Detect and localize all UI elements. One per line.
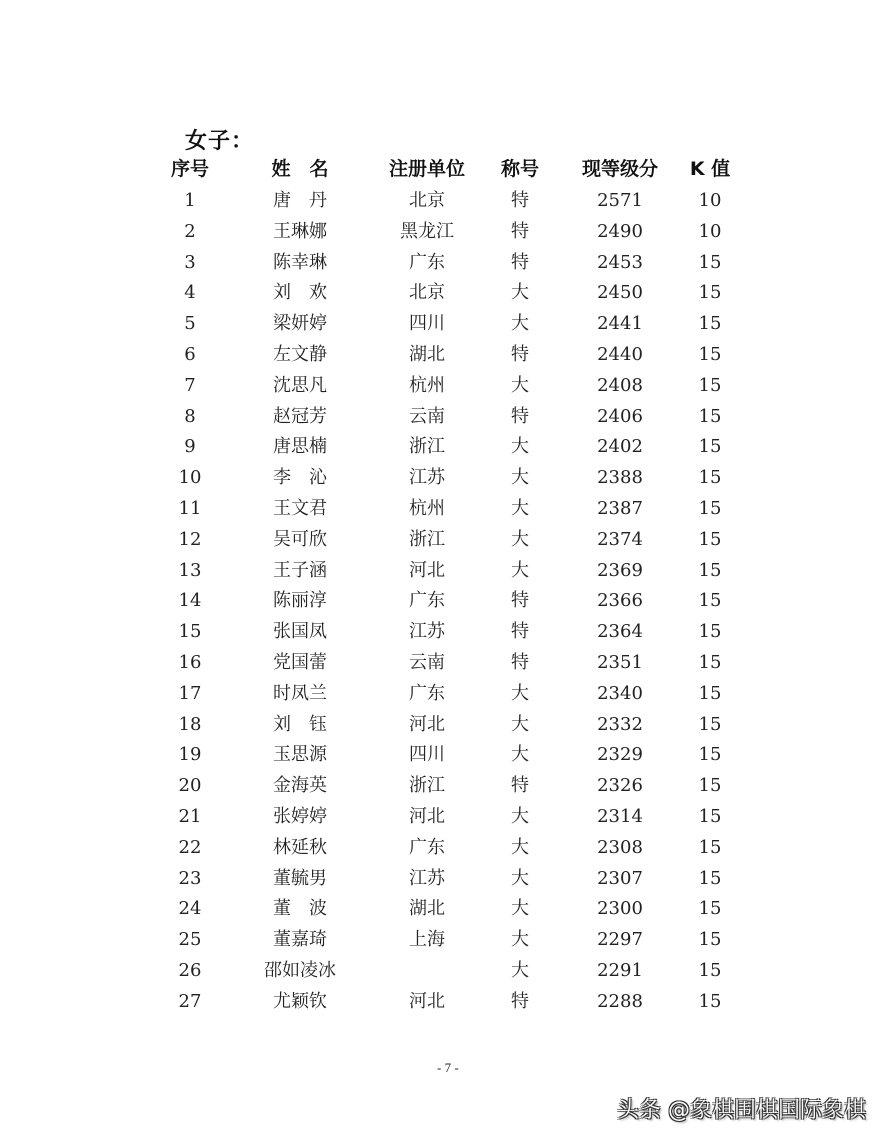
- cell-k: 15: [698, 713, 722, 735]
- cell-no: 27: [178, 990, 202, 1012]
- cell-name: 陈丽淳: [273, 590, 327, 612]
- cell-name: 党国蕾: [273, 651, 327, 673]
- cell-rating: 2332: [597, 713, 643, 735]
- cell-rating: 2387: [597, 497, 643, 519]
- cell-name: 金海英: [273, 775, 327, 797]
- cell-no: 11: [178, 497, 202, 519]
- cell-k: 15: [698, 682, 722, 704]
- cell-name: 刘 欢: [273, 282, 327, 304]
- cell-title: 大: [511, 374, 529, 396]
- cell-unit: 江苏: [409, 867, 445, 889]
- table-row: [160, 371, 760, 402]
- cell-unit: 北京: [409, 190, 445, 211]
- cell-k: 15: [698, 590, 722, 612]
- cell-title: 特: [511, 343, 529, 365]
- cell-no: 15: [178, 621, 202, 643]
- cell-rating: 2366: [597, 590, 643, 612]
- cell-no: 7: [184, 374, 196, 396]
- cell-unit: 广东: [409, 836, 445, 858]
- cell-no: 3: [184, 251, 196, 273]
- cell-k: 15: [698, 775, 722, 797]
- cell-name: 刘 钰: [273, 713, 327, 735]
- cell-k: 15: [698, 651, 722, 673]
- cell-unit: 四川: [409, 744, 445, 766]
- table-row: [160, 679, 760, 710]
- table-row: [160, 463, 760, 494]
- table-row: [160, 556, 760, 587]
- cell-k: 15: [698, 528, 722, 550]
- cell-no: 18: [178, 713, 202, 735]
- cell-unit: 广东: [409, 682, 445, 704]
- cell-unit: 河北: [409, 559, 445, 581]
- table-row: [160, 278, 760, 309]
- table-row: [160, 432, 760, 463]
- cell-name: 王子涵: [273, 559, 327, 581]
- cell-title: 大: [511, 559, 529, 581]
- cell-name: 梁妍婷: [273, 313, 327, 335]
- table-row: [160, 740, 760, 771]
- cell-k: 15: [698, 867, 722, 889]
- cell-unit: 广东: [409, 251, 445, 273]
- cell-k: 15: [698, 497, 722, 519]
- cell-name: 玉思源: [273, 744, 327, 766]
- cell-unit: 河北: [409, 805, 445, 827]
- cell-name: 沈思凡: [273, 374, 327, 396]
- table-header: [160, 152, 760, 186]
- table-row: [160, 771, 760, 802]
- cell-no: 13: [178, 559, 202, 581]
- cell-k: 15: [698, 282, 722, 304]
- table-row: [160, 525, 760, 556]
- cell-no: 19: [178, 744, 202, 766]
- cell-name: 陈幸琳: [273, 251, 327, 273]
- cell-name: 吴可欣: [273, 528, 327, 550]
- cell-no: 21: [178, 805, 202, 827]
- cell-k: 15: [698, 805, 722, 827]
- page-number: - 7 -: [437, 1060, 459, 1075]
- cell-rating: 2307: [597, 867, 643, 889]
- cell-k: 15: [698, 405, 722, 427]
- cell-k: 15: [698, 898, 722, 920]
- cell-unit: 云南: [409, 651, 445, 673]
- cell-name: 邵如凌冰: [264, 959, 336, 981]
- cell-unit: 河北: [409, 713, 445, 735]
- cell-name: 左文静: [273, 343, 327, 365]
- table-row: [160, 864, 760, 895]
- cell-k: 15: [698, 744, 722, 766]
- cell-no: 9: [184, 436, 196, 458]
- cell-k: 15: [698, 929, 722, 951]
- cell-k: 15: [698, 959, 722, 981]
- cell-rating: 2300: [597, 898, 643, 920]
- cell-no: 6: [184, 343, 196, 365]
- cell-rating: 2351: [597, 651, 643, 673]
- table-row: [160, 648, 760, 679]
- cell-no: 1: [184, 190, 196, 211]
- cell-no: 10: [178, 467, 202, 489]
- cell-no: 2: [184, 220, 196, 242]
- cell-unit: 黑龙江: [400, 220, 454, 242]
- cell-rating: 2388: [597, 467, 643, 489]
- cell-no: 8: [184, 405, 196, 427]
- cell-title: 大: [511, 436, 529, 458]
- cell-name: 李 沁: [273, 467, 327, 489]
- cell-name: 张婷婷: [273, 805, 327, 827]
- cell-title: 特: [511, 590, 529, 612]
- table-row: [160, 586, 760, 617]
- header-title: 称号: [500, 158, 539, 180]
- cell-rating: 2326: [597, 775, 643, 797]
- cell-k: 15: [698, 990, 722, 1012]
- cell-rating: 2288: [597, 990, 643, 1012]
- cell-rating: 2369: [597, 559, 643, 581]
- cell-unit: 湖北: [409, 898, 445, 920]
- cell-unit: 河北: [409, 990, 445, 1012]
- cell-name: 董毓男: [273, 867, 327, 889]
- table-row: [160, 894, 760, 925]
- cell-title: 大: [511, 744, 529, 766]
- cell-no: 23: [178, 867, 202, 889]
- cell-title: 特: [511, 990, 529, 1012]
- cell-no: 16: [178, 651, 202, 673]
- cell-name: 时凤兰: [273, 682, 327, 704]
- cell-unit: 上海: [409, 929, 445, 951]
- cell-k: 15: [698, 251, 722, 273]
- section-title: 女子：: [185, 129, 255, 154]
- cell-title: 大: [511, 805, 529, 827]
- cell-no: 26: [178, 959, 202, 981]
- cell-title: 大: [511, 282, 529, 304]
- cell-unit: 湖北: [409, 343, 445, 365]
- table-row: [160, 186, 760, 217]
- cell-k: 15: [698, 313, 722, 335]
- cell-title: 大: [511, 898, 529, 920]
- cell-k: 15: [698, 467, 722, 489]
- cell-unit: 浙江: [409, 528, 445, 550]
- cell-no: 4: [184, 282, 196, 304]
- cell-unit: 浙江: [409, 775, 445, 797]
- cell-k: 10: [698, 220, 722, 242]
- cell-title: 大: [511, 929, 529, 951]
- cell-title: 大: [511, 713, 529, 735]
- table-body: [160, 186, 760, 1018]
- cell-no: 22: [178, 836, 202, 858]
- cell-rating: 2450: [597, 282, 643, 304]
- cell-no: 20: [178, 775, 202, 797]
- table-row: [160, 833, 760, 864]
- cell-rating: 2408: [597, 374, 643, 396]
- cell-name: 王琳娜: [273, 220, 327, 242]
- table-row: [160, 309, 760, 340]
- cell-name: 董嘉琦: [273, 929, 327, 951]
- cell-k: 10: [698, 190, 722, 211]
- cell-k: 15: [698, 436, 722, 458]
- cell-k: 15: [698, 374, 722, 396]
- table-row: [160, 956, 760, 987]
- cell-name: 唐思楠: [273, 436, 327, 458]
- table-row: [160, 617, 760, 648]
- table-row: [160, 402, 760, 433]
- table-row: [160, 248, 760, 279]
- cell-rating: 2490: [597, 220, 643, 242]
- cell-no: 25: [178, 929, 202, 951]
- cell-title: 特: [511, 775, 529, 797]
- cell-unit: 杭州: [409, 374, 445, 396]
- header-no: 序号: [170, 158, 209, 180]
- cell-name: 唐 丹: [273, 190, 327, 211]
- cell-rating: 2440: [597, 343, 643, 365]
- cell-unit: 四川: [409, 313, 445, 335]
- cell-unit: 江苏: [409, 467, 445, 489]
- header-k: K 值: [689, 158, 731, 180]
- cell-title: 特: [511, 190, 529, 211]
- cell-no: 24: [178, 898, 202, 920]
- cell-rating: 2291: [597, 959, 643, 981]
- cell-k: 15: [698, 836, 722, 858]
- table-row: [160, 494, 760, 525]
- cell-rating: 2374: [597, 528, 643, 550]
- table-row: [160, 340, 760, 371]
- header-unit: 注册单位: [388, 158, 465, 180]
- table-row: [160, 987, 760, 1018]
- cell-title: 特: [511, 405, 529, 427]
- cell-title: 大: [511, 313, 529, 335]
- cell-rating: 2314: [597, 805, 643, 827]
- cell-title: 大: [511, 867, 529, 889]
- cell-name: 赵冠芳: [273, 405, 327, 427]
- cell-rating: 2308: [597, 836, 643, 858]
- cell-k: 15: [698, 343, 722, 365]
- watermark: 头条 @象棋围棋国际象棋: [617, 1098, 866, 1123]
- cell-title: 大: [511, 467, 529, 489]
- table-row: [160, 217, 760, 248]
- cell-unit: 广东: [409, 590, 445, 612]
- cell-rating: 2453: [597, 251, 643, 273]
- table-row: [160, 925, 760, 956]
- cell-title: 大: [511, 682, 529, 704]
- cell-name: 王文君: [273, 497, 327, 519]
- rating-table: [160, 152, 760, 1018]
- header-rating: 现等级分: [581, 158, 658, 180]
- cell-title: 特: [511, 251, 529, 273]
- cell-k: 15: [698, 559, 722, 581]
- cell-no: 17: [178, 682, 202, 704]
- cell-unit: 江苏: [409, 621, 445, 643]
- cell-name: 张国凤: [273, 621, 327, 643]
- cell-title: 特: [511, 621, 529, 643]
- cell-no: 5: [184, 313, 196, 335]
- cell-rating: 2441: [597, 313, 643, 335]
- cell-name: 尤颖钦: [273, 990, 327, 1012]
- table-row: [160, 802, 760, 833]
- cell-title: 大: [511, 836, 529, 858]
- cell-rating: 2364: [597, 621, 643, 643]
- cell-unit: 浙江: [409, 436, 445, 458]
- cell-title: 特: [511, 220, 529, 242]
- cell-no: 14: [178, 590, 202, 612]
- header-name: 姓 名: [271, 158, 329, 180]
- cell-name: 林延秋: [273, 836, 327, 858]
- cell-no: 12: [178, 528, 202, 550]
- cell-unit: 杭州: [409, 497, 445, 519]
- cell-rating: 2340: [597, 682, 643, 704]
- cell-unit: 北京: [409, 282, 445, 304]
- cell-rating: 2329: [597, 744, 643, 766]
- cell-title: 大: [511, 497, 529, 519]
- cell-k: 15: [698, 621, 722, 643]
- cell-title: 大: [511, 528, 529, 550]
- cell-rating: 2406: [597, 405, 643, 427]
- cell-rating: 2297: [597, 929, 643, 951]
- cell-rating: 2571: [597, 190, 643, 211]
- cell-title: 大: [511, 959, 529, 981]
- cell-name: 董 波: [273, 898, 327, 920]
- cell-rating: 2402: [597, 436, 643, 458]
- cell-title: 特: [511, 651, 529, 673]
- cell-unit: 云南: [409, 405, 445, 427]
- table-row: [160, 710, 760, 741]
